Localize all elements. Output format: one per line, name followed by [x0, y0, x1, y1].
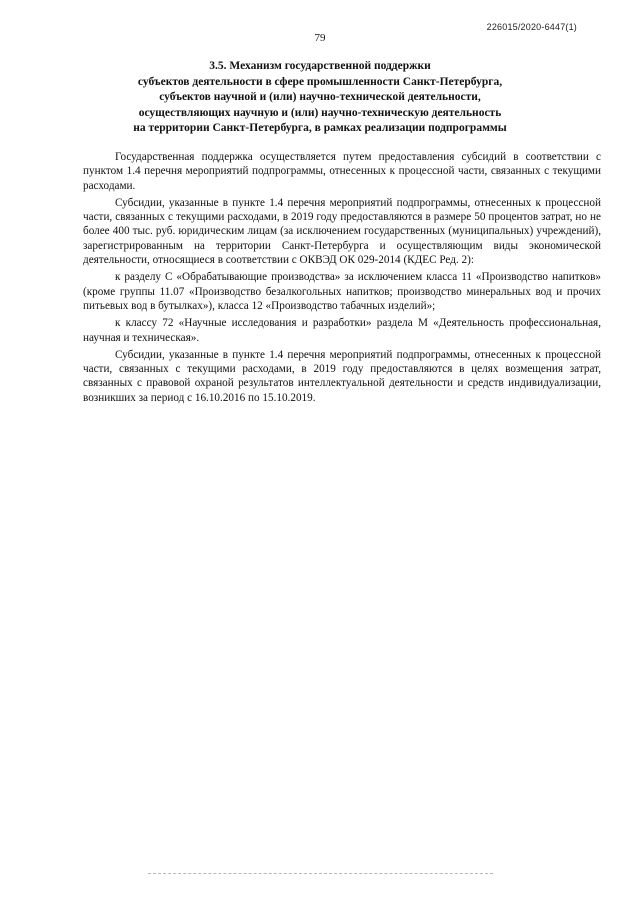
body-text — [83, 150, 601, 408]
paragraph-subsidy-conditions: Субсидии, указанные в пункте 1.4 перечня мероприятий подпрограммы, отнесенных к процессной части, связанных с текущими расходами, в 2019 году предоставляются в размере 50 процентов затрат, но не более 400 тыс. руб. юридическим лицам (за исключением государственных (муниципальных) учреждений), зарегистрированным на территории Санкт-Петербурга и осуществляющим виды экономической деятельности, относящиеся в соответствии с ОКВЭД ОК 029-2014 (КДЕС Ред. 2): — [83, 196, 601, 267]
section-heading-line: осуществляющих научную и (или) научно-техническую деятельность — [138, 106, 502, 119]
section-heading-line: на территории Санкт-Петербурга, в рамках реализации подпрограммы — [133, 122, 507, 134]
section-heading-line: субъектов научной и (или) научно-технической деятельности, — [159, 91, 481, 103]
page-number: 79 — [314, 32, 326, 44]
paragraph-subsidy-purpose: Субсидии, указанные в пункте 1.4 перечня мероприятий подпрограммы, отнесенных к процессной части, связанных с текущими расходами, в 2019 году предоставляются в целях возмещения затрат, связанных с правовой охраной результатов интеллектуальной деятельности и средств индивидуализации, возникших за период с 16.10.2016 по 15.10.2019. — [83, 348, 601, 404]
section-heading-line: субъектов деятельности в сфере промышленности Санкт-Петербурга, — [137, 75, 503, 88]
section-heading-line: 3.5. Механизм государственной поддержки — [209, 60, 431, 72]
paragraph-support: Государственная поддержка осуществляется путем предоставления субсидий в соответствии с пунктом 1.4 перечня мероприятий подпрограммы, отнесенных к процессной части, связанных с текущими расходами. — [83, 151, 601, 192]
scan-artifact-line — [148, 873, 493, 876]
section-heading — [80, 59, 560, 137]
paragraph-class-72: к классу 72 «Научные исследования и разработки» раздела М «Деятельность профессиональная, научная и техническая». — [83, 317, 601, 344]
paragraph-section-c: к разделу С «Обрабатывающие производства» за исключением класса 11 «Производство напитков» (кроме группы 11.07 «Производство безалкогольных напитков; производство минеральных вод и прочих питьевых вод в бутылках»), класса 12 «Производство табачных изделий»; — [83, 271, 601, 312]
document-number: 226015/2020-6447(1) — [486, 22, 577, 32]
